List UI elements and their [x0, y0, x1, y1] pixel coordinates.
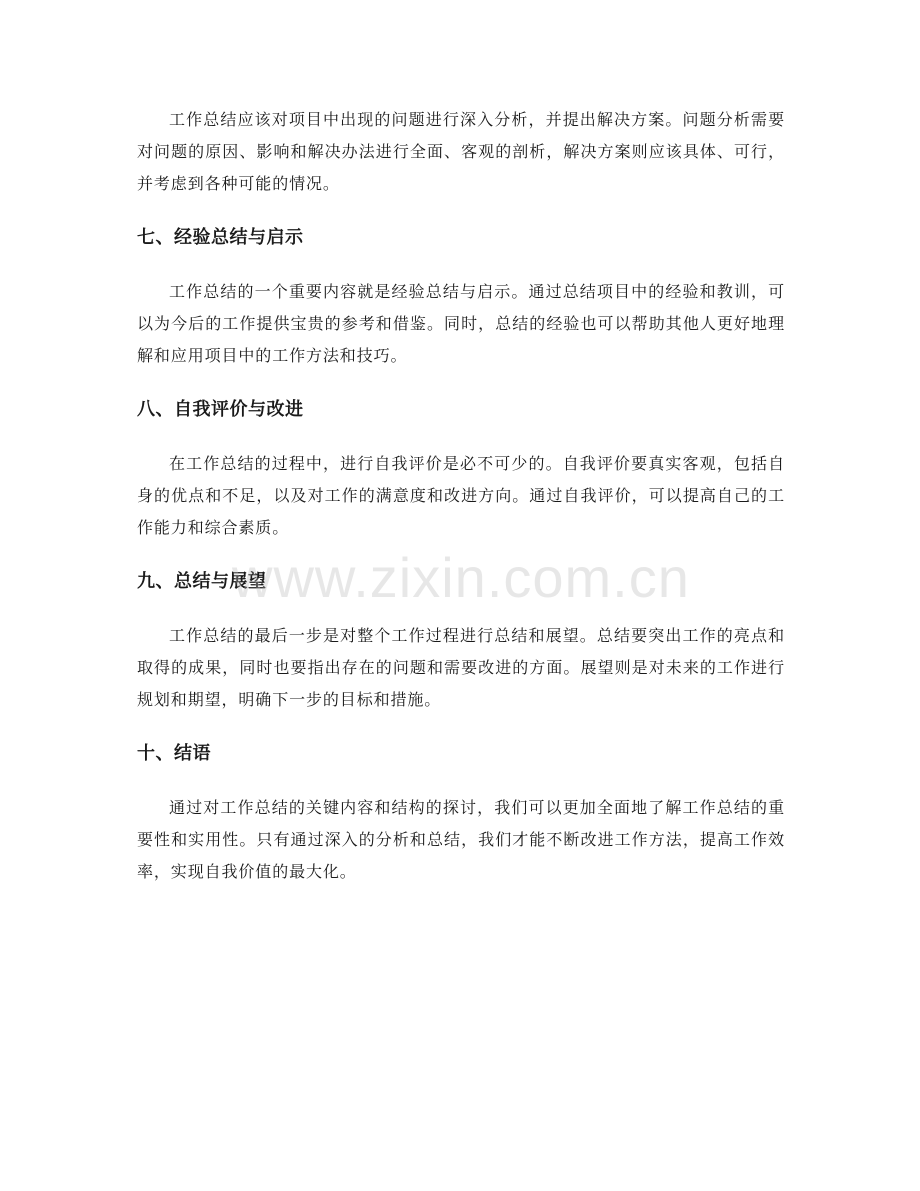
section-paragraph-7: 工作总结的一个重要内容就是经验总结与启示。通过总结项目中的经验和教训，可以为今后的工作提供宝贵的参考和借鉴。同时，总结的经验也可以帮助其他人更好地理解和应用项目中的工作方法和技巧。: [137, 282, 785, 365]
section-heading-7: 七、经验总结与启示: [137, 227, 304, 248]
section-heading-10: 十、结语: [137, 743, 211, 764]
section-paragraph-9: 工作总结的最后一步是对整个工作过程进行总结和展望。总结要突出工作的亮点和取得的成果，同时也要指出存在的问题和需要改进的方面。展望则是对未来的工作进行规划和期望，明确下一步的目标和措施。: [137, 626, 785, 709]
document-body: [137, 104, 785, 888]
section-paragraph-8: 在工作总结的过程中，进行自我评价是必不可少的。自我评价要真实客观，包括自身的优点和不足，以及对工作的满意度和改进方向。通过自我评价，可以提高自己的工作能力和综合素质。: [137, 454, 785, 537]
intro-paragraph: 工作总结应该对项目中出现的问题进行深入分析，并提出解决方案。问题分析需要对问题的原因、影响和解决办法进行全面、客观的剖析，解决方案则应该具体、可行，并考虑到各种可能的情况。: [137, 110, 785, 193]
section-heading-8: 八、自我评价与改进: [137, 399, 304, 420]
section-paragraph-10: 通过对工作总结的关键内容和结构的探讨，我们可以更加全面地了解工作总结的重要性和实用性。只有通过深入的分析和总结，我们才能不断改进工作方法，提高工作效率，实现自我价值的最大化。: [137, 798, 785, 881]
section-heading-9: 九、总结与展望: [137, 571, 267, 592]
watermark-text: www.zixin.com.cn: [232, 546, 690, 609]
